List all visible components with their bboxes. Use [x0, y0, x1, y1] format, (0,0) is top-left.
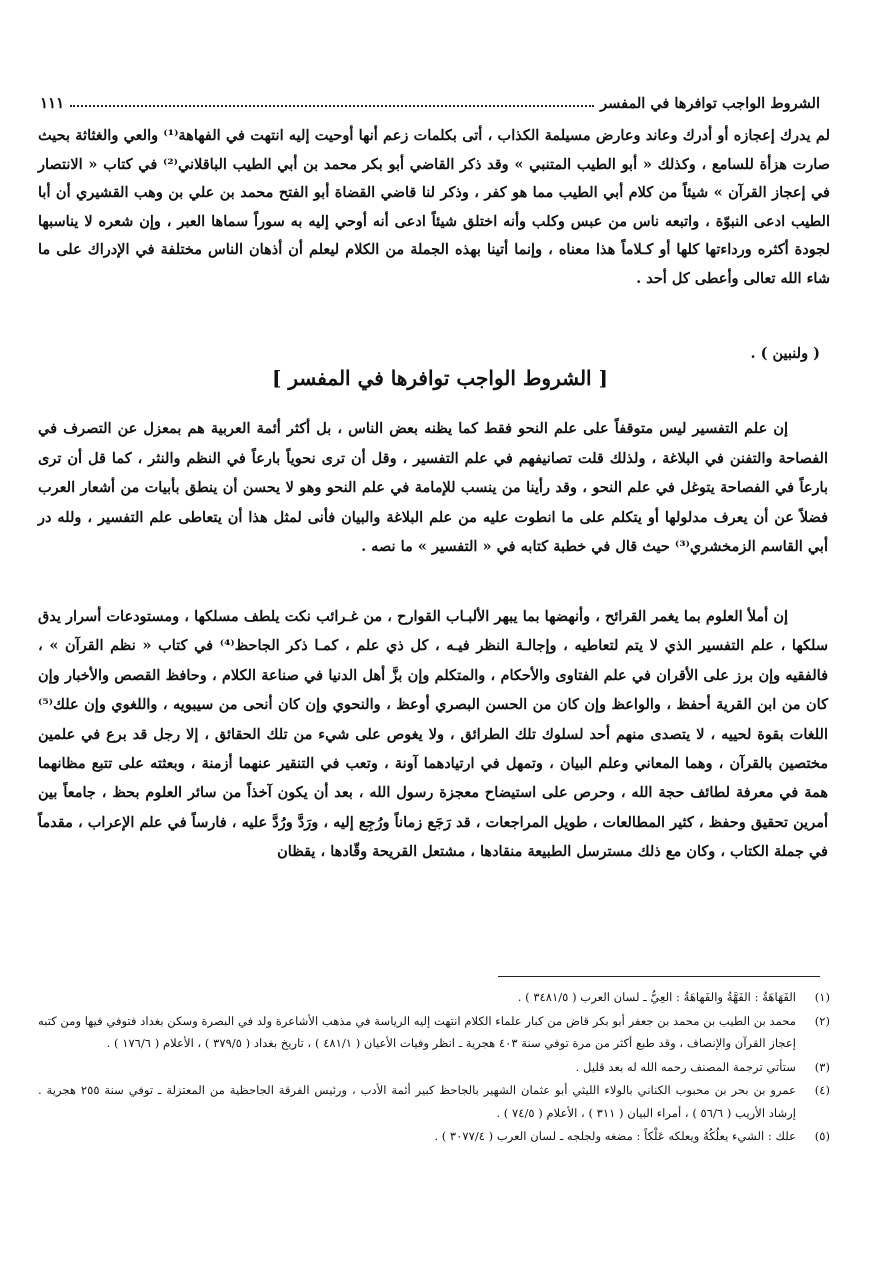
intro-paragraph-end: ( ولنبين ) . [750, 345, 820, 362]
footnote-item [38, 1056, 830, 1079]
body-paragraph-2: إن علم التفسير ليس متوقفاً على علم النحو فقط كما يظنه بعض الناس ، بل أكثر أئمة العربية هم بمعزل عن التصرف في الفصاحة والتفنن في البلاغة ، ولذلك قلت تصانيفهم في علم التفسير ، وقل أن ترى نحوياً بارعاً في النظم والنثر ، كما قل أن ترى بارعاً في الفصاحة يتوغل في علم النحو ، وقد رأينا من ينسب للإمامة في علم النحو وهو لا يحسن أن ينطق بأبيات من أشعار العرب فضلاً عن أن يعرف مدلولها أو يتكلم على ما انطوت عليه من علم البلاغة والبيان فأنى لمثل هذا أن يتعاطى علم التفسير ، ولله در أبي القاسم الزمخشري⁽³⁾ حيث قال في خطبة كتابه في « التفسير » ما نصه . [38, 420, 828, 555]
footnote-item [38, 1010, 830, 1055]
page-number: ١١١ [40, 94, 65, 112]
intro-paragraph: لم يدرك إعجازه أو أدرك وعاند وعارض مسيلمة الكذاب ، أتى بكلمات زعم أنها أوحيت إليه انتهت في الفهاهة⁽¹⁾ والعي والغثاثة بحيث صارت هزأة للسامع ، وكذلك « أبو الطيب المتنبي » وقد ذكر القاضي أبو بكر محمد بن أبي الطيب الباقلاني⁽²⁾ في كتاب « الانتصار في إعجاز القرآن » شيئاً من كلام أبي الطيب مما هو كفر ، وذكر لنا قاضي القضاة أبو الفتح محمد بن علي بن وهب القشيري أن أبا الطيب ادعى النبوّة ، واتبعه ناس من عبس وكلب وأنه اختلق شيئاً ادعى أنه أوحي إليه به سوراً سماها العبر ، وإن شعره لا يناسبها لجودة أكثره ورداءتها كلها أو كـلاماً هذا معناه ، وإنما أتينا بهذه الجملة من الكلام ليعلم أن أذهان الناس مختلفة في الإدراك على ما شاء الله تعالى وأعطى كل أحد . [38, 127, 830, 287]
footnote-text: الفَهَاهَةُ : الفَهَّةُ والفَهاهَةُ : العِيُّ ـ لسان العرب ( ٣٤٨١/٥ ) . [517, 990, 796, 1004]
footnote-number: (٢) [814, 1013, 830, 1028]
footnote-text: علك : الشيء يعلُكُهُ ويعلكه عَلْكاً : مضغه ولجلجه ـ لسان العرب ( ٣٠٧٧/٤ ) . [434, 1129, 796, 1143]
footnote-number: (١) [814, 990, 830, 1004]
footnote-text: محمد بن الطيب بن محمد بن جعفر أبو بكر قاض من كبار علماء الكلام انتهت إليه الرياسة في مذهب الأشاعرة ولد في البصرة وسكن بغداد فتوفي فيها ومن كتبه إعجاز القرآن والإنصاف ، وقد طبع أكثر من مرة توفي سنة ٤٠٣ هجرية ـ انظر وفيات الأعيان ( ٤٨١/١ ) ، تاريخ بغداد ( ٣٧٩/٥ ) ، الأعلام ( ١٧٦/٦ ) . [38, 1013, 796, 1050]
header-leader-dots [70, 105, 594, 107]
page-header [40, 86, 820, 112]
footnote-number: (٤) [814, 1083, 830, 1097]
footnote-item [38, 986, 830, 1009]
running-title: الشروط الواجب توافرها في المفسر [600, 95, 820, 112]
footnote-text: ستأتي ترجمة المصنف رحمه الله له بعد قليل . [575, 1059, 796, 1074]
footnote-separator [498, 976, 820, 977]
footnote-item [38, 1079, 830, 1124]
footnote-number: (٣) [814, 1059, 830, 1074]
footnote-item [38, 1125, 830, 1148]
body-paragraph-3: إن أملأ العلوم بما يغمر القرائح ، وأنهضها بما يبهر الألبـاب القوارح ، من غـرائب نكت يلطف مسلكها ، ومستودعات أسرار يدق سلكها ، علم التفسير الذي لا يتم لتعاطيه ، وإجالـة النظر فيـه ، كل ذي علم ، كمـا ذكر الجاحظ⁽⁴⁾ في كتاب « نظم القرآن » ، فالفقيه وإن برز على الأقران في علم الفتاوى والأحكام ، والمتكلم وإن بزَّ أهل الدنيا في صناعة الكلام ، وحافظ القصص والأخبار وإن كان من ابن القرية أحفظ ، والواعظ وإن كان من الحسن البصري أوعظ ، والنحوي وإن كان أنحى من سيبويه ، واللغوي وإن علك⁽⁵⁾ اللغات بقوة لحييه ، لا يتصدى منهم أحد لسلوك تلك الطرائق ، ولا يغوص على شيء من تلك الحقائق ، إلا رجل قد برع في علمين مختصين بالقرآن ، وهما المعاني وعلم البيان ، وتمهل في ارتيادهما آونة ، وتعب في التنقير عنهما أزمنة ، وبعثته على تتبع مظانهما همة في معرفة لطائف حجة الله ، وحرص على استيضاح معجزة رسول الله ، بعد أن يكون آخذاً من سائر العلوم بحظ ، جامعاً بين أمرين تحقيق وحفظ ، كثير المطالعات ، طويل المراجعات ، قد رَجَع زماناً ورُجِع إليه ، ورَدَّ ورُدَّ عليه ، فارساً في علم الإعراب ، مقدماً في جملة الكتاب ، وكان مع ذلك مسترسل الطبيعة منقادها ، مشتعل القريحة وقّادها ، يقظان [38, 608, 828, 861]
footnote-number: (٥) [814, 1129, 830, 1143]
footnote-text: عمرو بن بحر بن محبوب الكناني بالولاء الليثي أبو عثمان الشهير بالجاحظ كبير أئمة الأدب ، ورئيس الفرقة الجاحظية من المعتزلة ـ توفي سنة ٢٥٥ هجرية . إرشاد الأريب ( ٥٦/٦ ) ، أمراء البيان ( ٣١١ ) ، الأعلام ( ٧٤/٥ ) . [38, 1083, 797, 1120]
footnotes-list [38, 986, 830, 1149]
section-title: [ الشروط الواجب توافرها في المفسر ] [271, 366, 609, 390]
